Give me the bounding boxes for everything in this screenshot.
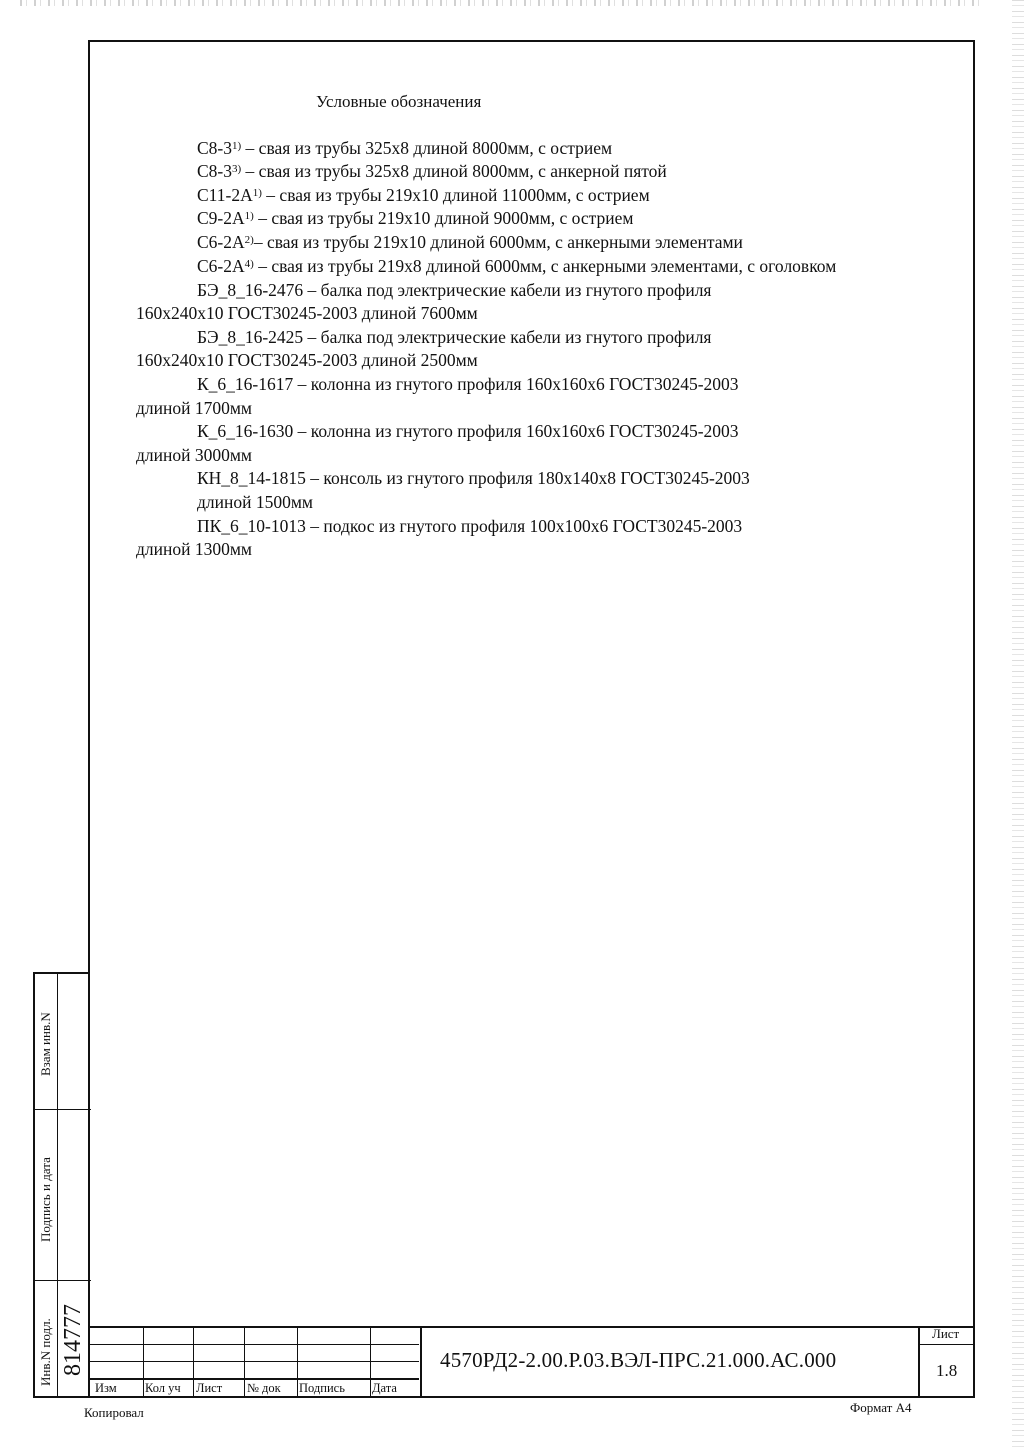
- legend-line: К_6_16-1617 – колонна из гнутого профиля 160х160х6 ГОСТ30245-2003: [197, 374, 739, 394]
- sheet-number: 1.8: [936, 1361, 958, 1380]
- page-title: Условные обозначения: [316, 92, 482, 111]
- document-code: 4570РД2-2.00.Р.03.ВЭЛ-ПРС.21.000.АС.000: [440, 1348, 837, 1372]
- legend-line: БЭ_8_16-2425 – балка под электрические кабели из гнутого профиля: [197, 327, 712, 347]
- legend-line: длиной 3000мм: [136, 445, 253, 465]
- legend-line: 160х240х10 ГОСТ30245-2003 длиной 2500мм: [136, 350, 478, 370]
- legend-line: длиной 1700мм: [136, 398, 253, 418]
- legend-line: $С9-2А^{1)}$ – свая из трубы 219х10 длиной 9000мм, с острием: [197, 208, 634, 228]
- scan-artifact-right: [1012, 0, 1024, 1448]
- legend-line: длиной 1300мм: [136, 539, 253, 559]
- legend-line: С8-3$^{1)}$ – свая из трубы 325х8 длиной 8000мм, с острием: [197, 138, 613, 158]
- legend-line: длиной 1500мм: [197, 492, 314, 512]
- legend-line: 160х240х10 ГОСТ30245-2003 длиной 7600мм: [136, 303, 478, 323]
- legend-line: КН_8_14-1815 – консоль из гнутого профиля 180х140х8 ГОСТ30245-2003: [197, 468, 750, 488]
- col-doc-no: № док: [247, 1381, 281, 1395]
- legend-line: БЭ_8_16-2476 – балка под электрические кабели из гнутого профиля: [197, 280, 712, 300]
- titleblock-top: [89, 1326, 975, 1328]
- inv-label: Инв.N подл.: [38, 1318, 53, 1386]
- col-izm: Изм: [95, 1381, 117, 1395]
- vzam-label: Взам инв.N: [38, 1012, 53, 1076]
- legend-line: С8-3$^{3)}$ – свая из трубы 325х8 длиной 8000мм, с анкерной пятой: [197, 161, 667, 181]
- format-label: Формат А4: [850, 1400, 912, 1415]
- col-kol-uch: Кол уч: [145, 1381, 181, 1395]
- col-data: Дата: [372, 1381, 397, 1395]
- col-podpis: Подпись: [299, 1381, 345, 1395]
- copied-label: Копировал: [84, 1405, 144, 1420]
- legend-line: $С6-2А^{4)}$ – свая из трубы 219х8 длиной 6000мм, с анкерными элементами, с оголовком: [197, 256, 837, 276]
- legend-line: К_6_16-1630 – колонна из гнутого профиля 160х160х6 ГОСТ30245-2003: [197, 421, 739, 441]
- podpis-label: Подпись и дата: [38, 1157, 53, 1242]
- scan-artifact-top: [20, 0, 980, 6]
- inv-number: 814777: [60, 1304, 86, 1376]
- legend-line: ПК_6_10-1013 – подкос из гнутого профиля 100х100х6 ГОСТ30245-2003: [197, 516, 743, 536]
- legend-line: $С6-2А^{2)}-$ свая из трубы 219х10 длиной 6000мм, с анкерными элементами: [197, 232, 743, 252]
- legend-line: $С11-2А^{1)}$ – свая из трубы 219х10 длиной 11000мм, с острием: [197, 185, 650, 205]
- col-list: Лист: [196, 1381, 223, 1395]
- sheet-label: Лист: [932, 1326, 960, 1341]
